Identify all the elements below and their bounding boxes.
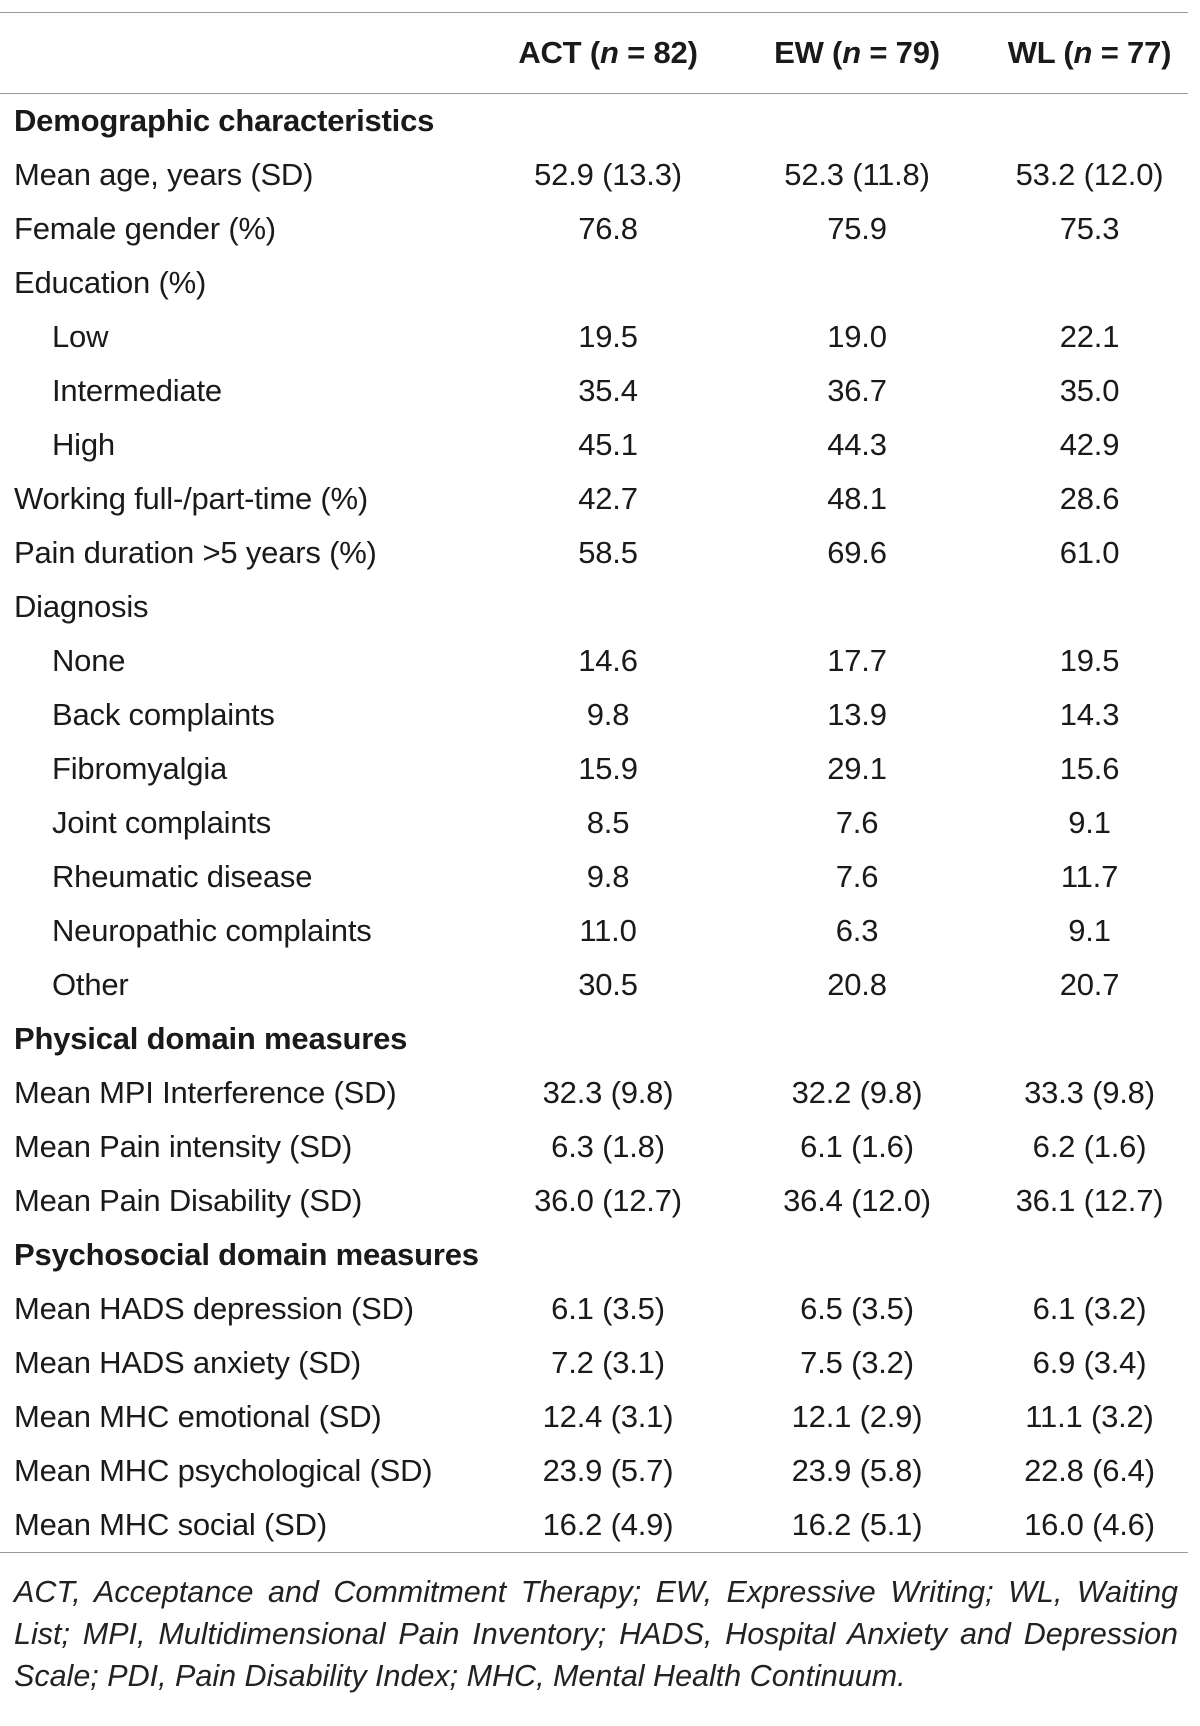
ew-value-cell: 75.9 [827,211,887,246]
wl-value-cell: 53.2 (12.0) [1015,157,1164,192]
table-row [0,1174,1188,1228]
row-label: Low [52,319,109,354]
section-header-row [0,94,1188,148]
row-label: Rheumatic disease [52,859,313,894]
row-label: Education (%) [14,265,207,300]
header-ew-n-label: n [842,35,861,70]
ew-value-cell: 36.7 [827,373,887,408]
row-label: Pain duration >5 years (%) [14,535,377,570]
act-value-cell: 15.9 [578,751,638,786]
wl-value-cell: 35.0 [1059,373,1120,408]
ew-value-cell: 17.7 [827,643,887,678]
wl-value-cell: 9.1 [1068,913,1111,948]
table-row [0,526,1188,580]
ew-value-cell: 12.1 (2.9) [791,1399,923,1434]
act-value-cell: 8.5 [586,805,630,840]
wl-value-cell: 14.3 [1059,697,1120,732]
act-value-cell: 76.8 [578,211,638,246]
act-value-cell: 19.5 [578,319,638,354]
header-wl: WL (n = 77) [1007,35,1172,70]
header-act-name: ACT [518,35,582,70]
row-label: Mean MHC psychological (SD) [14,1453,433,1488]
wl-value-cell: 11.1 (3.2) [1025,1399,1154,1434]
act-value-cell: 7.2 (3.1) [551,1345,665,1380]
wl-value-cell: 6.9 (3.4) [1032,1345,1147,1380]
row-label: Fibromyalgia [52,751,228,786]
ew-value-cell: 7.6 [835,805,879,840]
table-row [0,1390,1188,1444]
table-row [0,1066,1188,1120]
header-ew: EW (n = 79) [774,35,940,70]
act-value-cell: 14.6 [578,643,638,678]
act-value-cell: 12.4 (3.1) [542,1399,674,1434]
ew-value-cell: 13.9 [827,697,887,732]
wl-value-cell: 33.3 (9.8) [1024,1075,1155,1110]
row-label: Mean MHC emotional (SD) [14,1399,382,1434]
act-value-cell: 30.5 [578,967,638,1002]
table-row [0,1444,1188,1498]
section-title: Physical domain measures [14,1021,408,1056]
wl-value-cell: 16.0 (4.6) [1024,1507,1155,1542]
wl-value-cell: 22.1 [1059,319,1120,354]
ew-value-cell: 48.1 [827,481,887,516]
table-footnote: ACT, Acceptance and Commitment Therapy; EW, Expressive Writing; WL, Waiting List; MPI, Multidimensional Pain Inventory; HADS, Hospital Anxiety and Depression Scale; PDI, Pain Disability Index; MHC, Mental Health Continuum. [14,1575,1178,1693]
act-value-cell: 6.1 (3.5) [551,1291,665,1326]
ew-value-cell: 32.2 (9.8) [791,1075,923,1110]
row-label: Mean age, years (SD) [14,157,314,192]
row-label: Other [52,967,129,1002]
wl-value-cell: 6.2 (1.6) [1032,1129,1147,1164]
ew-value-cell: 29.1 [827,751,887,786]
table-row [0,418,1188,472]
header-ew-n-value: = 79 [869,35,930,70]
table-row [0,634,1188,688]
row-label: Mean MPI Interference (SD) [14,1075,397,1110]
section-title: Psychosocial domain measures [14,1237,479,1272]
header-wl-n-value: = 77 [1100,35,1162,70]
header-act-n-value: = 82 [627,35,688,70]
row-label: Neuropathic complaints [52,913,372,948]
row-label: Mean Pain intensity (SD) [14,1129,353,1164]
row-label: Mean HADS anxiety (SD) [14,1345,362,1380]
table-row [0,580,1188,634]
row-label: Mean MHC social (SD) [14,1507,327,1542]
table-row [0,1336,1188,1390]
ew-value-cell: 7.6 [835,859,879,894]
table-row [0,1498,1188,1552]
header-act-n-label: n [599,35,619,70]
act-value-cell: 52.9 (13.3) [534,157,682,192]
ew-value-cell: 44.3 [827,427,887,462]
act-value-cell: 11.0 [579,913,637,948]
wl-value-cell: 11.7 [1060,859,1119,894]
ew-value-cell: 6.5 (3.5) [800,1291,914,1326]
act-value-cell: 32.3 (9.8) [542,1075,674,1110]
ew-value-cell: 36.4 (12.0) [783,1183,931,1218]
wl-value-cell: 9.1 [1068,805,1111,840]
wl-value-cell: 19.5 [1059,643,1120,678]
header-act: ACT (n = 82) [518,35,698,70]
table-row [0,472,1188,526]
table-row [0,850,1188,904]
table-row [0,904,1188,958]
ew-value-cell: 16.2 (5.1) [791,1507,923,1542]
act-value-cell: 36.0 (12.7) [534,1183,682,1218]
row-label: Mean HADS depression (SD) [14,1291,414,1326]
table-row [0,1120,1188,1174]
act-value-cell: 35.4 [578,373,638,408]
wl-value-cell: 20.7 [1059,967,1120,1002]
ew-value-cell: 6.3 [835,913,879,948]
row-label: Female gender (%) [14,211,276,246]
act-value-cell: 45.1 [578,427,638,462]
act-value-cell: 58.5 [578,535,638,570]
header-wl-name: WL [1007,35,1055,70]
ew-value-cell: 6.1 (1.6) [800,1129,914,1164]
row-label: Joint complaints [52,805,272,840]
row-label: Diagnosis [14,589,149,624]
wl-value-cell: 36.1 (12.7) [1015,1183,1164,1218]
baseline-characteristics-table [0,12,1188,1697]
wl-value-cell: 22.8 (6.4) [1024,1453,1155,1488]
section-header-row [0,1228,1188,1282]
ew-value-cell: 20.8 [827,967,887,1002]
section-title: Demographic characteristics [14,103,435,138]
table-row [0,148,1188,202]
header-wl-n-label: n [1073,35,1093,70]
table-row [0,364,1188,418]
table-row [0,958,1188,1012]
table-row [0,1282,1188,1336]
wl-value-cell: 15.6 [1059,751,1120,786]
ew-value-cell: 19.0 [827,319,887,354]
wl-value-cell: 61.0 [1059,535,1120,570]
row-label: High [52,427,115,462]
row-label: Working full-/part-time (%) [14,481,369,516]
header-ew-name: EW [774,35,824,70]
wl-value-cell: 42.9 [1059,427,1120,462]
table-row [0,742,1188,796]
table-row [0,796,1188,850]
act-value-cell: 42.7 [578,481,638,516]
table-row [0,202,1188,256]
act-value-cell: 23.9 (5.7) [542,1453,674,1488]
wl-value-cell: 75.3 [1059,211,1120,246]
row-label: Intermediate [52,373,222,408]
act-value-cell: 6.3 (1.8) [551,1129,665,1164]
act-value-cell: 9.8 [586,859,630,894]
row-label: Back complaints [52,697,275,732]
ew-value-cell: 69.6 [827,535,887,570]
row-label: Mean Pain Disability (SD) [14,1183,363,1218]
row-label: None [52,643,126,678]
act-value-cell: 9.8 [586,697,630,732]
ew-value-cell: 7.5 (3.2) [800,1345,914,1380]
wl-value-cell: 6.1 (3.2) [1032,1291,1147,1326]
table-body [0,94,1188,1552]
header-row [0,13,1188,93]
ew-value-cell: 23.9 (5.8) [791,1453,923,1488]
table-row [0,688,1188,742]
act-value-cell: 16.2 (4.9) [542,1507,674,1542]
ew-value-cell: 52.3 (11.8) [784,157,930,192]
wl-value-cell: 28.6 [1059,481,1120,516]
table-row [0,256,1188,310]
table-row [0,310,1188,364]
section-header-row [0,1012,1188,1066]
